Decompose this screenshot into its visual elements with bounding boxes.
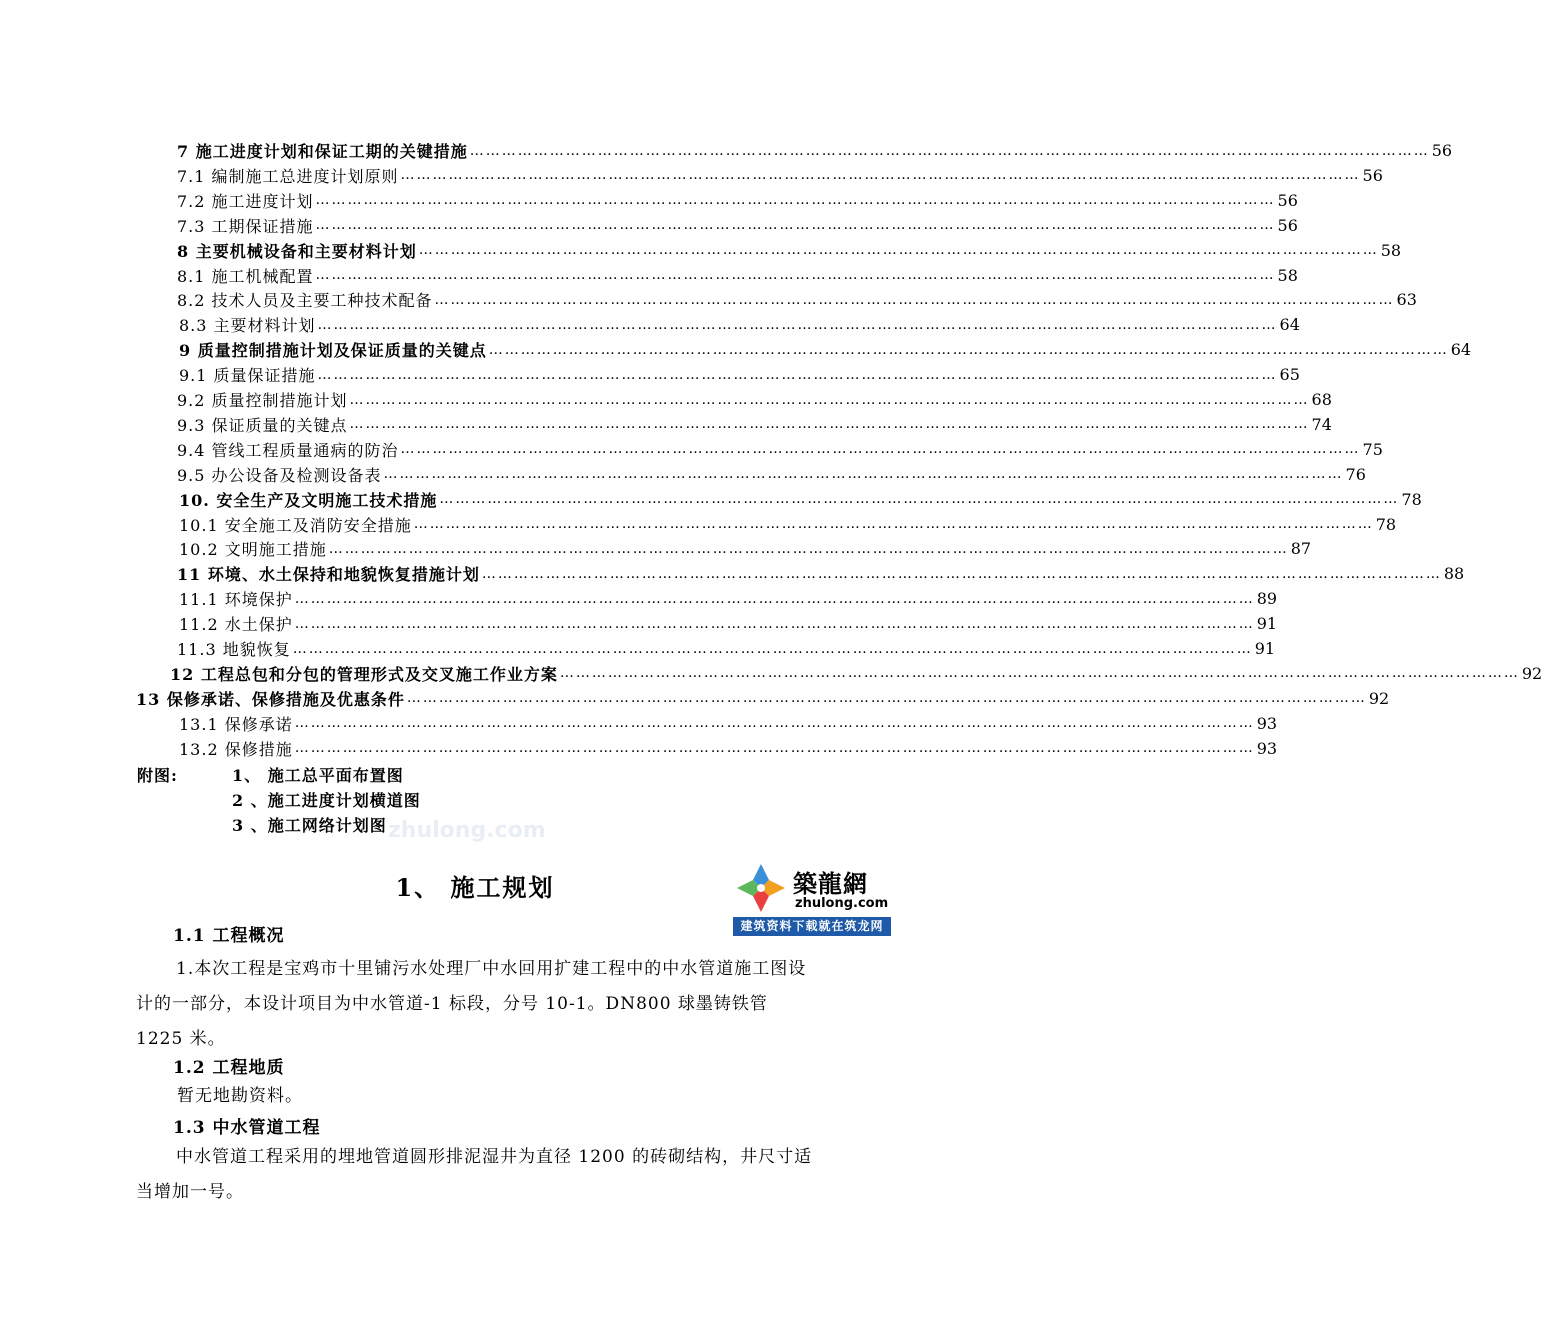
toc-entry-page: 93 xyxy=(1256,738,1278,758)
toc-entry-label: 11.2 水土保护 xyxy=(179,615,293,635)
heading-1-3: 1.3 中水管道工程 xyxy=(173,1118,321,1138)
toc-leader-dots: ……………………………………………………………………………………………………………………………………………………………… xyxy=(315,217,1276,234)
toc-entry-label: 13.1 保修承诺 xyxy=(179,714,293,734)
toc-entry-label: 8 主要机械设备和主要材料计划 xyxy=(177,241,417,261)
toc-leader-dots: ……………………………………………………………………………………………………………………………………………………………… xyxy=(406,690,1367,707)
toc-entry-label: 13.2 保修措施 xyxy=(179,739,293,759)
pinwheel-logo-icon xyxy=(733,860,789,916)
toc-leader-dots: ……………………………………………………………………………………………………………………………………………………………… xyxy=(349,416,1310,433)
toc-entry-label: 9.5 办公设备及检测设备表 xyxy=(177,465,382,485)
toc-entry-label: 7 施工进度计划和保证工期的关键措施 xyxy=(177,142,468,161)
toc-entry[interactable] xyxy=(177,437,1383,462)
appendix-heading: 附图: xyxy=(137,766,178,785)
heading-1-2: 1.2 工程地质 xyxy=(173,1058,285,1078)
toc-entry-page: 65 xyxy=(1279,365,1300,385)
toc-entry-page: 56 xyxy=(1277,190,1298,210)
toc-entry[interactable] xyxy=(179,312,1300,337)
toc-entry-page: 68 xyxy=(1311,390,1332,409)
toc-entry[interactable] xyxy=(177,263,1298,288)
toc-entry-page: 56 xyxy=(1431,141,1453,160)
toc-entry-label: 9.4 管线工程质量通病的防治 xyxy=(177,440,399,460)
toc-entry-label: 8.1 施工机械配置 xyxy=(177,266,314,286)
toc-entry[interactable] xyxy=(179,736,1278,761)
heading-1-1: 1.1 工程概况 xyxy=(173,926,285,946)
toc-leader-dots: ……………………………………………………………………………………………………………………………………………………………… xyxy=(294,715,1255,732)
toc-entry-label: 9.1 质量保证措施 xyxy=(179,366,316,386)
toc-leader-dots: ……………………………………………………………………………………………………………………………………………………………… xyxy=(418,242,1379,259)
toc-leader-dots: ……………………………………………………………………………………………………………………………………………………………… xyxy=(469,142,1430,159)
toc-entry-page: 91 xyxy=(1256,614,1278,634)
toc-leader-dots: ……………………………………………………………………………………………………………………………………………………………… xyxy=(400,167,1361,184)
toc-entry[interactable] xyxy=(177,213,1298,238)
toc-entry-page: 74 xyxy=(1311,414,1332,434)
toc-entry-label: 8.3 主要材料计划 xyxy=(179,316,316,336)
toc-entry-label: 9.3 保证质量的关键点 xyxy=(177,415,348,435)
toc-leader-dots: ……………………………………………………………………………………………………………………………………………………………… xyxy=(481,565,1442,582)
toc-entry[interactable] xyxy=(177,163,1383,188)
toc-entry-label: 7.3 工期保证措施 xyxy=(177,216,314,236)
toc-leader-dots: ……………………………………………………………………………………………………………………………………………………………… xyxy=(413,516,1374,532)
toc-entry-label: 9.2 质量控制措施计划 xyxy=(177,391,348,410)
toc-entry[interactable] xyxy=(177,188,1298,213)
toc-leader-dots: ……………………………………………………………………………………………………………………………………………………………… xyxy=(328,540,1289,557)
section-title: 1、 施工规划 xyxy=(395,873,555,902)
toc-entry-label: 10.2 文明施工措施 xyxy=(179,540,327,560)
appendix-item-2: 2 、施工进度计划横道图 xyxy=(232,791,421,810)
paragraph-1: 1.本次工程是宝鸡市十里铺污水处理厂中水回用扩建工程中的中水管道施工图设计的一部分，本设计项目为中水管道-1 标段，分号 10-1。DN800 球墨铸铁管 1225 米。 xyxy=(136,959,807,1049)
watermark-text: zhulong.com xyxy=(388,818,546,843)
toc-entry[interactable] xyxy=(177,561,1465,586)
toc-entry-label: 8.2 技术人员及主要工种技术配备 xyxy=(177,291,433,311)
toc-entry-page: 58 xyxy=(1380,240,1402,260)
toc-entry-page: 92 xyxy=(1521,663,1542,683)
toc-entry-page: 76 xyxy=(1345,464,1366,484)
toc-entry[interactable] xyxy=(177,636,1276,661)
zhulong-logo xyxy=(733,860,891,936)
toc-entry[interactable] xyxy=(170,661,1542,686)
toc-entry-label: 10. 安全生产及文明施工技术措施 xyxy=(179,490,438,510)
toc-entry[interactable] xyxy=(179,586,1278,611)
toc-entry-label: 7.1 编制施工总进度计划原则 xyxy=(177,166,399,186)
paragraph-3: 中水管道工程采用的埋地管道圆形排泥湿井为直径 1200 的砖砌结构，井尺寸适当增加一号。 xyxy=(136,1147,813,1202)
toc-entry-label: 13 保修承诺、保修措施及优惠条件 xyxy=(136,689,405,709)
toc-leader-dots: ……………………………………………………………………………………………………………………………………………………………… xyxy=(315,192,1276,209)
toc-entry-label: 11.3 地貌恢复 xyxy=(177,640,291,659)
toc-entry-page: 63 xyxy=(1396,290,1417,310)
toc-entry-page: 87 xyxy=(1290,539,1312,559)
logo-domain: zhulong.com xyxy=(795,896,889,911)
toc-entry-page: 56 xyxy=(1277,215,1298,235)
toc-entry[interactable] xyxy=(179,362,1300,387)
toc-leader-dots: ……………………………………………………………………………………………………………………………………………………………… xyxy=(488,341,1449,358)
toc-entry-page: 93 xyxy=(1256,713,1278,733)
toc-entry-label: 12 工程总包和分包的管理形式及交叉施工作业方案 xyxy=(170,664,558,684)
toc-entry-page: 92 xyxy=(1368,688,1390,708)
toc-entry[interactable] xyxy=(177,412,1332,437)
toc-entry[interactable] xyxy=(177,238,1402,263)
toc-leader-dots: ……………………………………………………………………………………………………………………………………………………………… xyxy=(400,441,1361,458)
toc-entry-label: 10.1 安全施工及消防安全措施 xyxy=(179,515,412,535)
toc-leader-dots: ……………………………………………………………………………………………………………………………………………………………… xyxy=(294,740,1255,757)
toc-leader-dots: ……………………………………………………………………………………………………………………………………………………………… xyxy=(317,316,1278,333)
toc-leader-dots: ……………………………………………………………………………………………………………………………………………………………… xyxy=(349,391,1310,408)
toc-entry-label: 9 质量控制措施计划及保证质量的关键点 xyxy=(179,341,487,361)
toc-entry[interactable] xyxy=(179,536,1312,561)
paragraph-2: 暂无地勘资料。 xyxy=(177,1086,303,1106)
toc-entry[interactable] xyxy=(179,512,1397,537)
toc-entry-page: 78 xyxy=(1375,514,1397,534)
toc-entry[interactable] xyxy=(179,611,1278,636)
toc-entry-page: 64 xyxy=(1450,340,1472,360)
toc-leader-dots: ……………………………………………………………………………………………………………………………………………………………… xyxy=(292,640,1253,657)
toc-entry-page: 88 xyxy=(1443,564,1465,584)
toc-leader-dots: ……………………………………………………………………………………………………………………………………………………………… xyxy=(559,665,1520,682)
toc-entry-page: 89 xyxy=(1256,589,1278,609)
toc-leader-dots: ……………………………………………………………………………………………………………………………………………………………… xyxy=(294,590,1255,607)
toc-entry-label: 11.1 环境保护 xyxy=(179,590,293,610)
toc-entry[interactable] xyxy=(177,138,1453,163)
toc-entry[interactable] xyxy=(136,686,1390,711)
toc-entry[interactable] xyxy=(179,337,1472,362)
toc-entry[interactable] xyxy=(177,287,1417,312)
toc-entry[interactable] xyxy=(179,711,1278,736)
appendix-item-3: 3 、施工网络计划图 xyxy=(232,816,387,835)
toc-entry[interactable] xyxy=(177,387,1332,412)
toc-leader-dots: ……………………………………………………………………………………………………………………………………………………………… xyxy=(315,267,1276,283)
toc-entry-page: 56 xyxy=(1362,165,1383,185)
logo-main xyxy=(733,860,891,916)
toc-leader-dots: ……………………………………………………………………………………………………………………………………………………………… xyxy=(294,615,1255,632)
toc-entry-label: 7.2 施工进度计划 xyxy=(177,191,314,211)
toc-leader-dots: ……………………………………………………………………………………………………………………………………………………………… xyxy=(434,291,1395,308)
toc-leader-dots: ……………………………………………………………………………………………………………………………………………………………… xyxy=(317,366,1278,383)
toc-entry[interactable] xyxy=(177,462,1366,487)
toc-leader-dots: ……………………………………………………………………………………………………………………………………………………………… xyxy=(439,491,1400,508)
toc-entry-page: 75 xyxy=(1362,439,1383,459)
appendix-item-1: 1、 施工总平面布置图 xyxy=(232,766,404,785)
toc-entry[interactable] xyxy=(179,487,1422,512)
toc-entry-page: 58 xyxy=(1277,265,1298,285)
toc-entry-page: 78 xyxy=(1401,489,1422,509)
logo-banner: 建筑资料下载就在筑龙网 xyxy=(733,917,891,936)
toc-entry-page: 64 xyxy=(1279,315,1300,335)
toc-entry-label: 11 环境、水土保持和地貌恢复措施计划 xyxy=(177,565,480,585)
toc-entry-page: 91 xyxy=(1254,639,1276,658)
logo-chinese-name: 築龍網 xyxy=(793,869,868,898)
toc-leader-dots: ……………………………………………………………………………………………………………………………………………………………… xyxy=(383,466,1344,483)
